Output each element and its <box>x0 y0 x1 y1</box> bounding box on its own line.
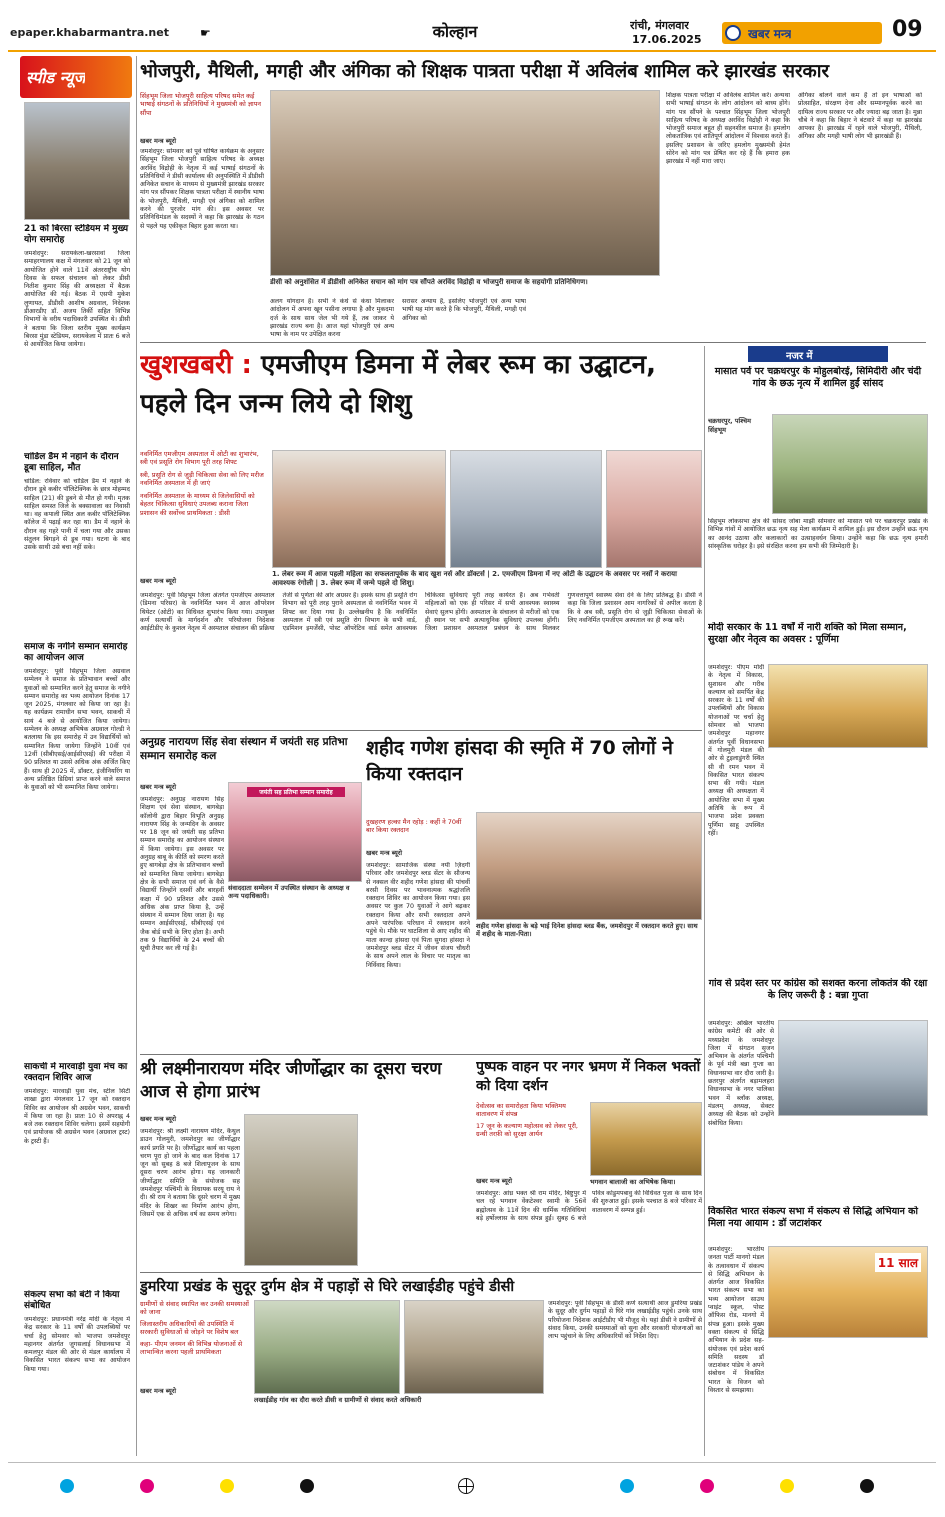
banna-headline: गांव से प्रदेश स्तर पर कांग्रेस को सशक्त करना लोकतंत्र की रक्षा के लिए जरूरी है : बन्ना गुप्ता <box>708 978 928 1002</box>
mandir-photo <box>244 1114 358 1266</box>
reg-mark-magenta <box>140 1479 154 1493</box>
top-story-col3: सरासर अन्याय है, इसलिए भोजपुरी एवं अन्य भाषा भाषी यह मांग करते है कि भोजपुरी, मैथिली, मगही एवं अंगिका को <box>402 298 526 322</box>
jatashankar-badge: 11 साल <box>875 1253 921 1272</box>
right-column-rule <box>704 346 705 1456</box>
nazar-section <box>708 346 928 618</box>
top-story-col1: जमशेदपुर: सोमवार को पूर्व घोषित कार्यक्रम के अनुसार सिंहभूम जिला भोजपुरी साहित्य परिषद के अध्यक्ष अरविंद विद्रोही के नेतृत्व में कई भाषाई संगठनों के प्रतिनिधियों ने डीसी कार्यालय की अनुपस्थिति में डीडीसी अनिकेत सचान के माध्यम से मुख्यमंत्री झारखंड सरकार मांग पत्र सौंपकर शिक्षक पात्रता परीक्षा में स्थानीय भाषा के भोजपुरी, मैथिली, मगही एवं अंगिका को शामिल करने की पुरजोर मांग की। इस अवसर पर प्रतिनिधिमंडल के सदस्यों ने कहा कि झारखंड के गठन से पहले यह एकीकृत बिहार हुआ करता था। <box>140 148 264 230</box>
dumaria-body: जमशेदपुर: पूर्वी सिंहभूम के डीसी कर्ण सत्यार्थी आज डुमरिया प्रखंड के सुदूर और दुर्गम पहाड़ों से घिरे गांव लखाईडीह पहुंचे। उनके साथ परियोजना निदेशक आईटीडीए भी मौजूद थे। यहां डीसी ने ग्रामीणों से संवाद किया, उनकी समस्याओं को सुना और सरकारी योजनाओं का लाभ पहुंचाने के लिए अधिकारियों को निर्देश दिए। <box>548 1300 702 1341</box>
dumaria-bullets <box>140 1300 250 1357</box>
mid-rule-1 <box>140 730 702 731</box>
footer-rule <box>8 1462 936 1463</box>
top-story-caption: डीसी को अनुशंसित में डीडीसी अनिकेत सचान को मांग पत्र सौंपते अरविंद विद्रोही व भोजपुरी समाज के सहयोगी प्रतिनिधिगण। <box>270 278 588 286</box>
lead-bullets <box>140 450 268 570</box>
lead-caption: 1. लेबर रूम में आज पहली महिला का सफलतापूर्वक के बाद खुश नर्स और डॉक्टर्स | 2. एमजीएम डिमना में नए ओटी के उद्घाटन के अवसर पर नर्सों ने कराया आवश्यक रंगोली | 3. लेबर रूम में जन्मे पहले दो शिशु। <box>272 570 677 587</box>
reg-mark-cyan-2 <box>620 1479 634 1493</box>
jatashankar-photo <box>768 1246 928 1338</box>
modi-body: जमशेदपुर: पीएम मोदी के नेतृत्व में विकास, सुशासन और गरीब कल्याण को समर्पित केंद्र सरकार के 11 वर्षों की उपलब्धियों और विकास योजनाओं पर चर्चा हेतु सोमवार को भाजपा जमशेदपुर महानगर अंतर्गत पूर्वी विधानसभा में गोलमुरी मंडल की ओर से टुइलाडुंगरी स्थित सी वी रमन भवन में विकसित भारत संकल्प सभा की गयी। मंडल अध्यक्ष की अध्यक्षता में आयोजित सभा में मुख्य अतिथि के रूप में भाजपा प्रदेश प्रवक्ता पूर्णिमा साहू उपस्थित रहीं। <box>708 664 764 837</box>
speed-body-5: जमशेदपुर: प्रधानमंत्री नरेंद्र मोदी के नेतृत्व में केंद्र सरकार के 11 वर्षों की उपलब्धियों पर चर्चा हेतु सोमवार को भाजपा जमशेदपुर महानगर अंतर्गत जुगसलाई विधानसभा में कमलपुर मंडल की ओर से मंडल कार्यालय में विकसित भारत संकल्प सभा का आयोजन किया गया। <box>24 1316 130 1373</box>
shaheed-body: जमशेदपुर: सामाजिक संस्था नयी ज़िंदगी परिवार और जमशेदपुर ब्लड सेंटर के सौजन्य से नक्सल वीर शहीद गणेश हांसदा की पांचवीं बरसी दिवस पर भावनात्मक श्रद्धांजलि रक्तदान शिविर का आयोजन किया गया। इस अवसर पर कुल 70 युवाओं ने आगे बढ़कर रक्तदान किया और सभी रक्तदाता अपने अपने पारंपरिक परिधान में रक्तदान करने पहुंचे थे। मौके पर घाटशिला से आए शहीद की माता कान्दा हांसदा एवं पिता सुगदा हांसदा ने जमशेदपुर ब्लड सेंटर में जीवन संजय चौधरी के साथ अपने लाल के विचार पर मातृत्व का निर्विवाद किया। <box>366 862 470 969</box>
page-number: 09 <box>892 17 923 42</box>
banna-photo <box>778 1020 928 1116</box>
top-story-col5: अंगिका बोलने वाले कम है तो इन भाषाओं को प्रोत्साहित, संरक्षण देना और सम्मानपूर्वक करने का दायित्व राज्य सरकार पर और ज्यादा बढ़ जाता है। मुन्ना चौबे ने कहा कि बिहार ने बंटवारे में कहा था झारखंड आपका है। झारखंड में रहने वाले भोजपुरी, मैथिली, अंगिका और मगही भाषी लोग भी झारखंडी हैं। <box>798 92 922 141</box>
dumaria-bullet-2: जिलास्तरीय अधिकारियों की उपस्थिति में सरकारी सुविधाओं से जोड़ने पर विशेष बल <box>140 1319 239 1337</box>
shaheed-headline: शहीद गणेश हांसदा की स्मृति में 70 लोगों ने किया रक्तदान <box>366 737 673 785</box>
reg-mark-black <box>300 1479 314 1493</box>
shaheed-story <box>366 736 702 1052</box>
city-day: रांची, मंगलवार <box>630 19 689 32</box>
crosshair-icon <box>458 1478 474 1494</box>
lead-headline-text: एमजीएम डिमना में लेबर रूम का उद्घाटन, पहले दिन जन्म लिये दो शिशु <box>140 350 656 419</box>
lead-bullet-3: नवनिर्मित अस्पताल के माध्यम से जिलेवासियों को बेहतर चिकित्सा सुविधाएं उपलब्ध कराना जिला प्रशासन की सर्वोच्च प्राथमिकता : डीसी <box>140 491 255 517</box>
jatashankar-body: जमशेदपुर: भारतीय जनता पार्टी मानगो मंडल के तत्वावधान में संकल्प से सिद्धि अभियान के अंतर्गत आज विकसित भारत संकल्प सभा का भव्य आयोजन साउथ प्वाइंट स्कूल, पोस्ट ऑफिस रोड, मानगो में संपन्न हुआ। इसके मुख्य वक्ता संकल्प से सिद्धि अभियान के प्रदेश सह-संयोजक एवं प्रदेश कार्य समिति सदस्य डॉ जटाशंकर पांडेय ने अपने संबोधन में विकसित भारत के विजन को विस्तार से समझाया। <box>708 1246 764 1395</box>
mandir-headline: श्री लक्ष्मीनारायण मंदिर जीर्णोद्धार का दूसरा चरण आज से होगा प्रारंभ <box>140 1059 442 1102</box>
brand-logo <box>722 22 882 44</box>
dumaria-story <box>140 1276 702 1456</box>
dumaria-bullet-1: ग्रामीणों से संवाद स्थापित कर उनकी समस्याओं को जाना <box>140 1300 249 1317</box>
brand-logo-icon <box>725 25 741 41</box>
pushpak-body: जमशेदपुर: आंध्र भक्त श्री राम मंदिर, बिष्टुपुर में चल रहे भगवान वेंकटेश्वर स्वामी के 56वें ब्रह्मोत्सव के 11वें दिन की धार्मिक गतिविधियां बड़े हर्षोल्लास के साथ संपन्न हुईं। सुबह 6 बजे पवित्र कोडुमपबावु की विधिवत पूजा के साथ दिन की शुरुआत हुई। इसके पश्चात 8 बजे परिवार में वातावरण में सम्पन्न हुई। <box>476 1190 702 1222</box>
brand-name: खबर मन्त्र <box>748 27 792 41</box>
dumaria-bullet-3: कहा- पीएम जनमन की विभिन्न योजनाओं से लाभान्वित करना पहली प्राथमिकता <box>140 1339 243 1357</box>
reg-mark-magenta-2 <box>700 1479 714 1493</box>
top-story-byline: खबर मन्त्र ब्यूरो <box>140 137 177 145</box>
dumaria-photo-1 <box>254 1300 400 1394</box>
shaheed-bullet: दुखहरण हल्का मैन रहोड़ : कहीं ने 70वीं बार किया रक्तदान <box>366 818 462 835</box>
modi-headline: मोदी सरकार के 11 वर्षों में नारी शक्ति को मिला सम्मान, सुरक्षा और नेतृत्व का अवसर : पूर्णिमा <box>708 622 907 646</box>
top-story-bullet: सिंहभूम जिला भोजपुरी साहित्य परिषद समेत कई भाषाई संगठनों के प्रतिनिधियों ने मुख्यमंत्री को ज्ञापन सौंपा <box>140 92 262 117</box>
pushpak-caption: भगवान बालाजी का अभिषेक किया। <box>590 1178 676 1186</box>
reg-mark-yellow <box>220 1479 234 1493</box>
top-story <box>140 56 926 340</box>
lead-photo-3 <box>606 450 702 568</box>
masthead <box>0 0 945 52</box>
speed-body-4: जमशेदपुर: मारवाड़ी युवा मंच, स्टील सिटी शाखा द्वारा मंगलवार 17 जून को रक्तदान शिविर का आयोजन श्री अग्रसेन भवन, साकची में किया जा रहा है। प्रातः 10 से अपराह्न 4 बजे तक रक्तदान शिविर चलेगा। इसमें सहयोगी एवं प्रायोजक श्री अग्रसेन भवन (अग्रवाल ट्रस्ट) के ट्रस्टी हैं। <box>24 1088 130 1145</box>
reg-mark-yellow-2 <box>780 1479 794 1493</box>
masthead-rule <box>8 50 936 52</box>
dumaria-caption: लखाईडीह गांव का दौरा करते डीसी व ग्रामीणों से संवाद करते अधिकारी <box>254 1396 422 1404</box>
modi-story <box>708 622 928 974</box>
reg-mark-cyan <box>60 1479 74 1493</box>
dumaria-photo-2 <box>404 1300 544 1394</box>
lead-bullet-2: स्त्री, प्रसूति रोग से जुड़ी चिकित्सा सेवा को लिए मरीज नवनिर्मित अस्पताल में ही जाएं <box>140 470 264 488</box>
speed-news-photo <box>24 102 130 220</box>
speed-news-banner <box>20 56 132 98</box>
reg-mark-black-2 <box>860 1479 874 1493</box>
dumaria-byline: खबर मन्त्र ब्यूरो <box>140 1387 177 1395</box>
anugrah-caption: संवाददाता सम्मेलन में उपस्थित संस्थान के अध्यक्ष व अन्य पदाधिकारी। <box>228 884 350 901</box>
pointer-icon: ☛ <box>200 26 211 40</box>
lead-byline: खबर मन्त्र ब्यूरो <box>140 577 177 585</box>
nazar-tab <box>748 346 888 362</box>
speed-body-1: जमशेदपुर: सरायकेला-खरसावां जिला समाहरणालय कक्ष में मंगलवार को 21 जून को आयोजित होने वाले 11वें अंतरराष्ट्रीय योग दिवस के सफल संचालन को लेकर डीसी नितीश कुमार सिंह की अध्यक्षता में बैठक आयोजित की गई। बैठक में एसपी मुकेश लुणायत, डीडीसी आशीष अग्रवाल, निदेशक डीआरडीए डॉ. अजय तिर्की सहित विभिन्न विभागों के वरीय पदाधिकारी उपस्थित थे। डीसी ने बताया कि जिला स्तरीय मुख्य कार्यक्रम बिरसा मुंडा स्टेडियम, सरायकेला में प्रातः 6 बजे से आयोजित किया जायेगा। <box>24 250 130 349</box>
lead-photo-1 <box>272 450 446 568</box>
speed-headline-5: संकल्प सभा को बंटी ने किया संबोधित <box>24 1290 120 1312</box>
mid-rule-2 <box>140 1054 702 1055</box>
shaheed-caption: शहीद गणेश हांसदा के बड़े भाई दिनेश हांसदा ब्लड बैंक, जमशेदपुर में रक्तदान करते हुए। साथ में शहीद के माता-पिता। <box>476 922 698 939</box>
top-story-photo <box>270 90 660 276</box>
nazar-body: सिंहभूम लोकसभा क्षेत्र की सांसद जोबा माझी सोमवार को मासात पर्व पर चक्रधरपुर प्रखंड के विभिन्न गांवों में आयोजित छऊ नृत्य सह मेला कार्यक्रम में शामिल हुईं। इस दौरान उन्होंने छऊ नृत्य का आनंद उठाया और कलाकारों का उत्साहवर्धन किया। उन्होंने कहा कि छऊ नृत्य हमारी सांस्कृतिक धरोहर है। इसे संरक्षित करना हम सभी की जिम्मेदारी है। <box>708 518 928 550</box>
anugrah-headline: अनुग्रह नारायण सिंह सेवा संस्थान में जयंती सह प्रतिभा सम्मान समारोह कल <box>140 736 348 762</box>
top-story-col2: अलग योगदान है। सभी ने कंधे से कंधा मिलाकर आंदोलन में अपना खून पसीना लगाया है और मुकदमा दर्ज के साथ साथ जेल भी गये हैं, तब जाकर ये झारखंड राज्य बना है। आज यहां भोजपुरी एवं अन्य भाषा के नाम पर उपेक्षित करना <box>270 298 394 338</box>
anugrah-body: जमशेदपुर: अनुग्रह नारायण सिंह शिक्षण एवं सेवा संस्थान, बागबेड़ा कॉलोनी द्वारा बिहार विभूति अनुग्रह नारायण सिंह के जन्मदिन के अवसर पर 18 जून को जयंती सह प्रतिभा सम्मान समारोह का आयोजन संस्थान में किया जायेगा। इस अवसर पर अनुग्रह बाबू के कीर्ति को स्मरण करते हुए बागबेड़ा क्षेत्र के प्रतिभावान बच्चों को सम्मानित किया जायेगा। बागबेड़ा क्षेत्र के सभी समाज एवं वर्ग के वैसे विद्यार्थी जिन्होंने दसवीं और बारहवीं कक्षा में 90 प्रतिशत और उससे अधिक अंक प्राप्त किया है, उन्हें संस्थान में सम्मान दिया जाता है। यह सम्मान आईसीएसई, सीबीएसई एवं जैक बोर्ड सभी के लिए होता है। अभी तक 9 विद्यार्थियों के 24 बच्चों की सूची तैयार कर ली गई है। <box>140 796 224 953</box>
anugrah-story <box>140 736 362 1052</box>
dumaria-headline: डुमरिया प्रखंड के सुदूर दुर्गम क्षेत्र में पहाड़ों से घिरे लखाईडीह पहुंचे डीसी <box>140 1279 515 1295</box>
jatashankar-story <box>708 1206 928 1456</box>
pushpak-byline: खबर मन्त्र ब्यूरो <box>476 1177 513 1185</box>
shaheed-byline: खबर मन्त्र ब्यूरो <box>366 849 403 857</box>
site-url[interactable]: epaper.khabarmantra.net <box>10 26 169 39</box>
lead-body: जमशेदपुर: पूर्वी सिंहभूम जिला अंतर्गत एमजीएम अस्पताल (डिमना परिसर) के नवनिर्मित भवन में आज ऑपरेशन थियेटर (ओटी) का विधिवत शुभारंभ किया गया। उपायुक्त कर्ण सत्यार्थी के मार्गदर्शन और परियोजना निदेशक आईटीडीए के कुशल नेतृत्व में अस्पताल संचालन की प्रक्रिया तेजी से पूर्णता की ओर अग्रसर है। इसके साथ ही प्रसूति रोग विभाग को पूरी तरह पुराने अस्पताल से नवनिर्मित भवन में शिफ्ट कर दिया गया है। उल्लेखनीय है कि नवनिर्मित अस्पताल में स्त्री एवं प्रसूति रोग विभाग के सभी वार्ड, एडमिशन इमर्जेंसी, पोस्ट ऑपरेटिव वार्ड समेत आवश्यक चिकित्सा सुविधाएं पूरी तरह कार्यरत हैं। अब गर्भवती महिलाओं को एक ही परिसर में सभी आवश्यक स्वास्थ्य सेवाएं सुलभ होंगी। अस्पताल के संचालन से मरीजों को एक ही स्थान पर सभी अत्याधुनिक सुविधाएं उपलब्ध होंगी। जिला प्रशासन अस्पताल प्रबंधन के साथ मिलकर गुणवत्तापूर्ण स्वास्थ्य सेवा देने के लिए प्रतिबद्ध है। डीसी ने कहा कि जिला प्रशासन आम नागरिकों से अपील करता है कि वे अब स्त्री, प्रसूति रोग से जुड़ी चिकित्सा सेवाओं के लिए नवनिर्मित एमजीएम अस्पताल का ही रूख करें। <box>140 592 702 633</box>
crosshair-v <box>466 1478 467 1494</box>
speed-headline-4: साकची में मारवाड़ी युवा मंच का रक्तदान शिविर आज <box>24 1062 128 1084</box>
modi-photo <box>768 664 928 748</box>
mid-rule-3 <box>140 1272 702 1273</box>
pushpak-bullet-2: 17 जून के कल्याण महोत्सव को लेकर पूरी, ग्रन्थी तरफ़ी को सुरक्षा आर्यन <box>476 1121 578 1139</box>
pushpak-headline: पुष्पक वाहन पर नगर भ्रमण में निकल भक्तों को दिया दर्शन <box>476 1059 701 1094</box>
speed-body-2: चांडिल: रविवार को चांडिल डैम में नहाने के दौरान डूबे कबीर पॉलिटेक्निक के छात्र मोहम्मद साहिल (21) की डूबने से मौत हो गयी। मृतक साहिल समस्त जिले के बक्सावाला का निवासी था। वह कपाली स्थित अल कबीर पॉलिटेक्निक कॉलेज में पढ़ाई कर रहा था। डैम में नहाने के दौरान वह गहरे पानी में चला गया और उसका संतुलन बिगड़ने से डूब गया। घटना के बाद उसके साथी उसे बचा नहीं सके। <box>24 478 130 552</box>
speed-news-label: स्पीड न्यूज <box>26 68 86 87</box>
nazar-label: नजर में <box>786 351 813 362</box>
color-bar <box>60 1478 880 1494</box>
shaheed-photo <box>476 812 702 920</box>
speed-news-column <box>20 56 132 1456</box>
jatashankar-headline: विकसित भारत संकल्प सभा में संकल्प से सिद्धि अभियान को मिला नया आयाम : डॉ जटाशंकर <box>708 1206 918 1230</box>
anugrah-byline: खबर मन्त्र ब्यूरो <box>140 783 177 791</box>
pushpak-photo <box>590 1102 702 1176</box>
pushpak-bullet-1: देवोत्सव का समारोहता किया भक्तिमय वातावरण में संपन्न <box>476 1102 566 1119</box>
nazar-byline: चक्रधरपुर, पश्चिम सिंहभूम <box>708 417 752 434</box>
nazar-headline: मासात पर्व पर चक्रधरपुर के मोहुलबोरई, सिमिदीरी और चंदी गांव के छऊ नृत्य में शामिल हुईं सांसद <box>714 366 922 390</box>
top-story-col4: शिक्षक पात्रता परीक्षा में अविलंब शामिल करें। अन्यथा सभी भाषाई संगठन के लोग आंदोलन को बाध्य होंगे। मांग पत्र सौंपने के पश्चात सिंहभूम जिला भोजपुरी साहित्य परिषद के अध्यक्ष अरविंद विद्रोही ने कहा कि भोजपुरी समाज बहुत ही सहनशील समाज है। हमलोग लोकतांत्रिक एवं शांतिपूर्ण आंदोलन में विश्वास करते हैं। इसलिए प्रशासन के जरिए हमलोग मुख्यमंत्री हेमंत सोरेन को मांग पत्र प्रेषित कर रहे हैं कि हमारा हक झारखंड में नहीं मारा जाए। <box>666 92 790 166</box>
issue-date: 17.06.2025 <box>632 33 702 46</box>
anugrah-photo-banner: जयंती सह प्रतिभा सम्मान समारोह <box>247 787 345 797</box>
lead-photo-2 <box>450 450 602 568</box>
speed-headline-2: चांडिल डैम में नहाने के दौरान डूबा साहिल, मौत <box>24 452 119 474</box>
top-story-headline: भोजपुरी, मैथिली, मगही और अंगिका को शिक्षक पात्रता परीक्षा में अविलंब शामिल करे झारखंड सरकार <box>140 61 830 82</box>
top-story-rule <box>140 342 926 343</box>
mandir-byline: खबर मन्त्र ब्यूरो <box>140 1115 177 1123</box>
speed-body-3: जमशेदपुर: पूर्वी सिंहभूम जिला अग्रवाल सम्मेलन ने समाज के प्रतिभावान बच्चों और युवाओं को सम्मानित करने हेतु समाज के नगीने सम्मान समारोह का भव्य आयोजन दिनांक 17 जून 2025, मंगलवार को किया जा रहा है। यह कार्यक्रम रामाधीन सभा भवन, साकची में सायं 4 बजे से आयोजित किया जायेगा। सम्मेलन के अध्यक्ष अभिषेक अग्रवाल गोल्डी ने बतलाया कि इस समारोह में उन विद्यार्थियों को सम्मानित किया जायेगा जिन्होंने 10वीं एवं 12वीं (सीबीएसई/आईसीएसई) की परीक्षा में 90 प्रतिशत या उससे अधिक अंक अर्जित किए हैं। साथ ही 2025 में, डॉक्टर, इंजीनियरिंग या अन्य प्रतिष्ठित डिग्रियां प्राप्त करने वाले समाज के युवाओं को भी सम्मानित किया जायेगा। <box>24 668 130 792</box>
lead-headline <box>140 346 702 424</box>
lead-bullet-1: नवनिर्मित एमजीएम अस्पताल में ओटी का शुभारंभ, स्त्री एवं प्रसूति रोग विभाग पूरी तरह शिफ्ट <box>140 450 259 467</box>
banna-body: जमशेदपुर: अखिल भारतीय कांग्रेस कमेटी की ओर से मध्यप्रदेश के जमशेदपुर जिला में संगठन सृजन अभियान के अंतर्गत पश्चिमी के पूर्व मंत्री बन्ना गुप्ता का विधानसभा वार दौरा जारी है। छतरपुर अंतर्गत बड़ामलहरा विधानसभा के नगर पालिका भवन में ब्लॉक अध्यक्ष, मंडलम् अध्यक्ष, सेक्टर अध्यक्ष की बैठक को उन्होंने संबोधित किया। <box>708 1020 774 1127</box>
pushpak-bullets <box>476 1102 586 1139</box>
pushpak-story <box>476 1058 702 1270</box>
mandir-story <box>140 1058 470 1270</box>
left-column-rule <box>136 56 137 1456</box>
anugrah-photo <box>228 782 362 882</box>
speed-headline-1: 21 को बिरसा स्टेडियम में मुख्य योग समारोह <box>24 224 129 246</box>
edition-label: कोल्हान <box>432 22 478 41</box>
lead-kicker-inline: खुशखबरी : <box>140 350 261 380</box>
banna-story <box>708 978 928 1200</box>
lead-story <box>140 346 702 726</box>
mandir-body: जमशेदपुर: श्री लक्ष्मी नारायण मंदिर, कैथुल डाउन गोलमुरी, जमशेदपुर का जीर्णोद्धार कार्य प्रगति पर है। जीर्णोद्धार कार्य का पहला चरण पूरा हो जाने के बाद कल दिनांक 17 जून को सुबह 8 बजे शिलापूजन के साथ दूसरा चरण आरंभ होगा। यह जानकारी जीर्णोद्धार समिति के संयोजक सह जमशेदपुर पश्चिमी के विधायक सरयू राय ने दी। श्री राय ने बताया कि दूसरे चरण में मुख्य मंदिर के शिखर का निर्माण आरंभ होगा, जिसमें एक से अधिक वर्ष का समय लगेगा। <box>140 1128 240 1218</box>
nazar-photo <box>772 414 928 514</box>
speed-headline-3: समाज के नगीने सम्मान समारोह का आयोजन आज <box>24 642 128 664</box>
